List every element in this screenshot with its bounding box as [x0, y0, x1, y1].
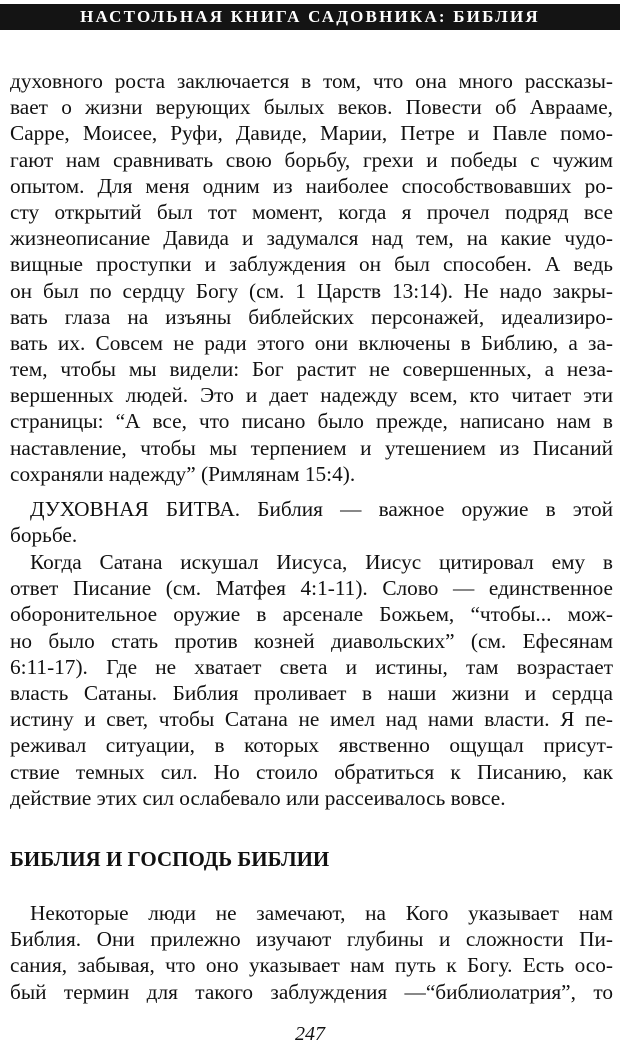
text-line: вищные проступки и заблуждения он был способен. А ведь	[10, 252, 613, 277]
text-line: гают нам сравнивать свою борьбу, грехи и победы с чужим	[10, 147, 613, 172]
text-line: опытом. Для меня одним из наиболее способствовавших ро-	[10, 173, 613, 198]
text-line: тем, чтобы мы видели: Бог растит не совершенных, а неза-	[10, 357, 613, 382]
running-header	[0, 4, 620, 30]
text-line: ствие темных сил. Но стоило обратиться к Писанию, как	[10, 759, 613, 784]
text-line: наставление, чтобы мы терпением и утешением из Писаний	[10, 435, 613, 460]
page-number: 247	[295, 1023, 325, 1045]
text-line: страницы: “А все, что писано было прежде, написано нам в	[10, 409, 613, 434]
paragraph-bibliolatry	[10, 900, 613, 1005]
paragraph-spiritual-battle	[10, 496, 613, 548]
text-line: борьбе.	[10, 523, 78, 548]
text-line: власть Сатаны. Библия проливает в наши жизни и сердца	[10, 680, 613, 705]
text-line: сания, забывая, что оно указывает нам путь к Богу. Есть осо-	[10, 953, 613, 978]
text-line: вать глаза на изъяны библейских персонажей, идеализиро-	[10, 304, 613, 329]
text-line: 6:11-17). Где не хватает света и истины, там возрастает	[10, 654, 613, 679]
text-line: сту открытий был тот момент, когда я прочел подряд все	[10, 199, 613, 224]
text-line: вершенных людей. Это и дает надежду всем, кто читает эти	[10, 383, 613, 408]
text-line: сохраняли надежду” (Римлянам 15:4).	[10, 461, 356, 486]
text-line: бый термин для такого заблуждения —“библиолатрия”, то	[10, 979, 613, 1004]
paragraph-satan-temptation	[10, 549, 613, 811]
text-line: истину и свет, чтобы Сатана не имел над нами власти. Я пе-	[10, 707, 613, 732]
text-line: действие этих сил ослабевало или рассеивалось вовсе.	[10, 785, 506, 810]
text-line: реживал ситуации, в которых явственно ощущал присут-	[10, 733, 613, 758]
text-line: Сарре, Моисее, Руфи, Давиде, Марии, Петре и Павле помо-	[10, 121, 613, 146]
text-line: духовного роста заключается в том, что она много рассказы-	[10, 69, 613, 93]
text-line: жизнеописание Давида и задумался над тем, на какие чудо-	[10, 226, 613, 251]
text-line: ответ Писание (см. Матфея 4:1-11). Слово — единственное	[10, 576, 613, 601]
running-title: НАСТОЛЬНАЯ КНИГА САДОВНИКА: БИБЛИЯ	[80, 7, 540, 26]
text-line: Когда Сатана искушал Иисуса, Иисус цитировал ему в	[30, 550, 613, 574]
text-line: оборонительное оружие в арсенале Божьем, “чтобы... мож-	[10, 602, 613, 627]
text-line: но было стать против козней диавольских” (см. Ефесянам	[10, 628, 613, 653]
text-line: вает о жизни верующих былых веков. Повести об Аврааме,	[10, 95, 613, 120]
section-heading: БИБЛИЯ И ГОСПОДЬ БИБЛИИ	[10, 847, 330, 871]
text-line: он был по сердцу Богу (см. 1 Царств 13:14). Не надо закры-	[10, 278, 613, 303]
text-line: вать их. Совсем не ради этого они включены в Библию, а за-	[10, 330, 613, 355]
paragraph-spiritual-growth	[10, 68, 613, 487]
text-line: Библия. Они прилежно изучают глубины и сложности Пи-	[10, 927, 613, 952]
text-line: ДУХОВНАЯ БИТВА. Библия — важное оружие в этой	[30, 497, 613, 521]
text-line: Некоторые люди не замечают, на Кого указывает нам	[30, 901, 613, 925]
